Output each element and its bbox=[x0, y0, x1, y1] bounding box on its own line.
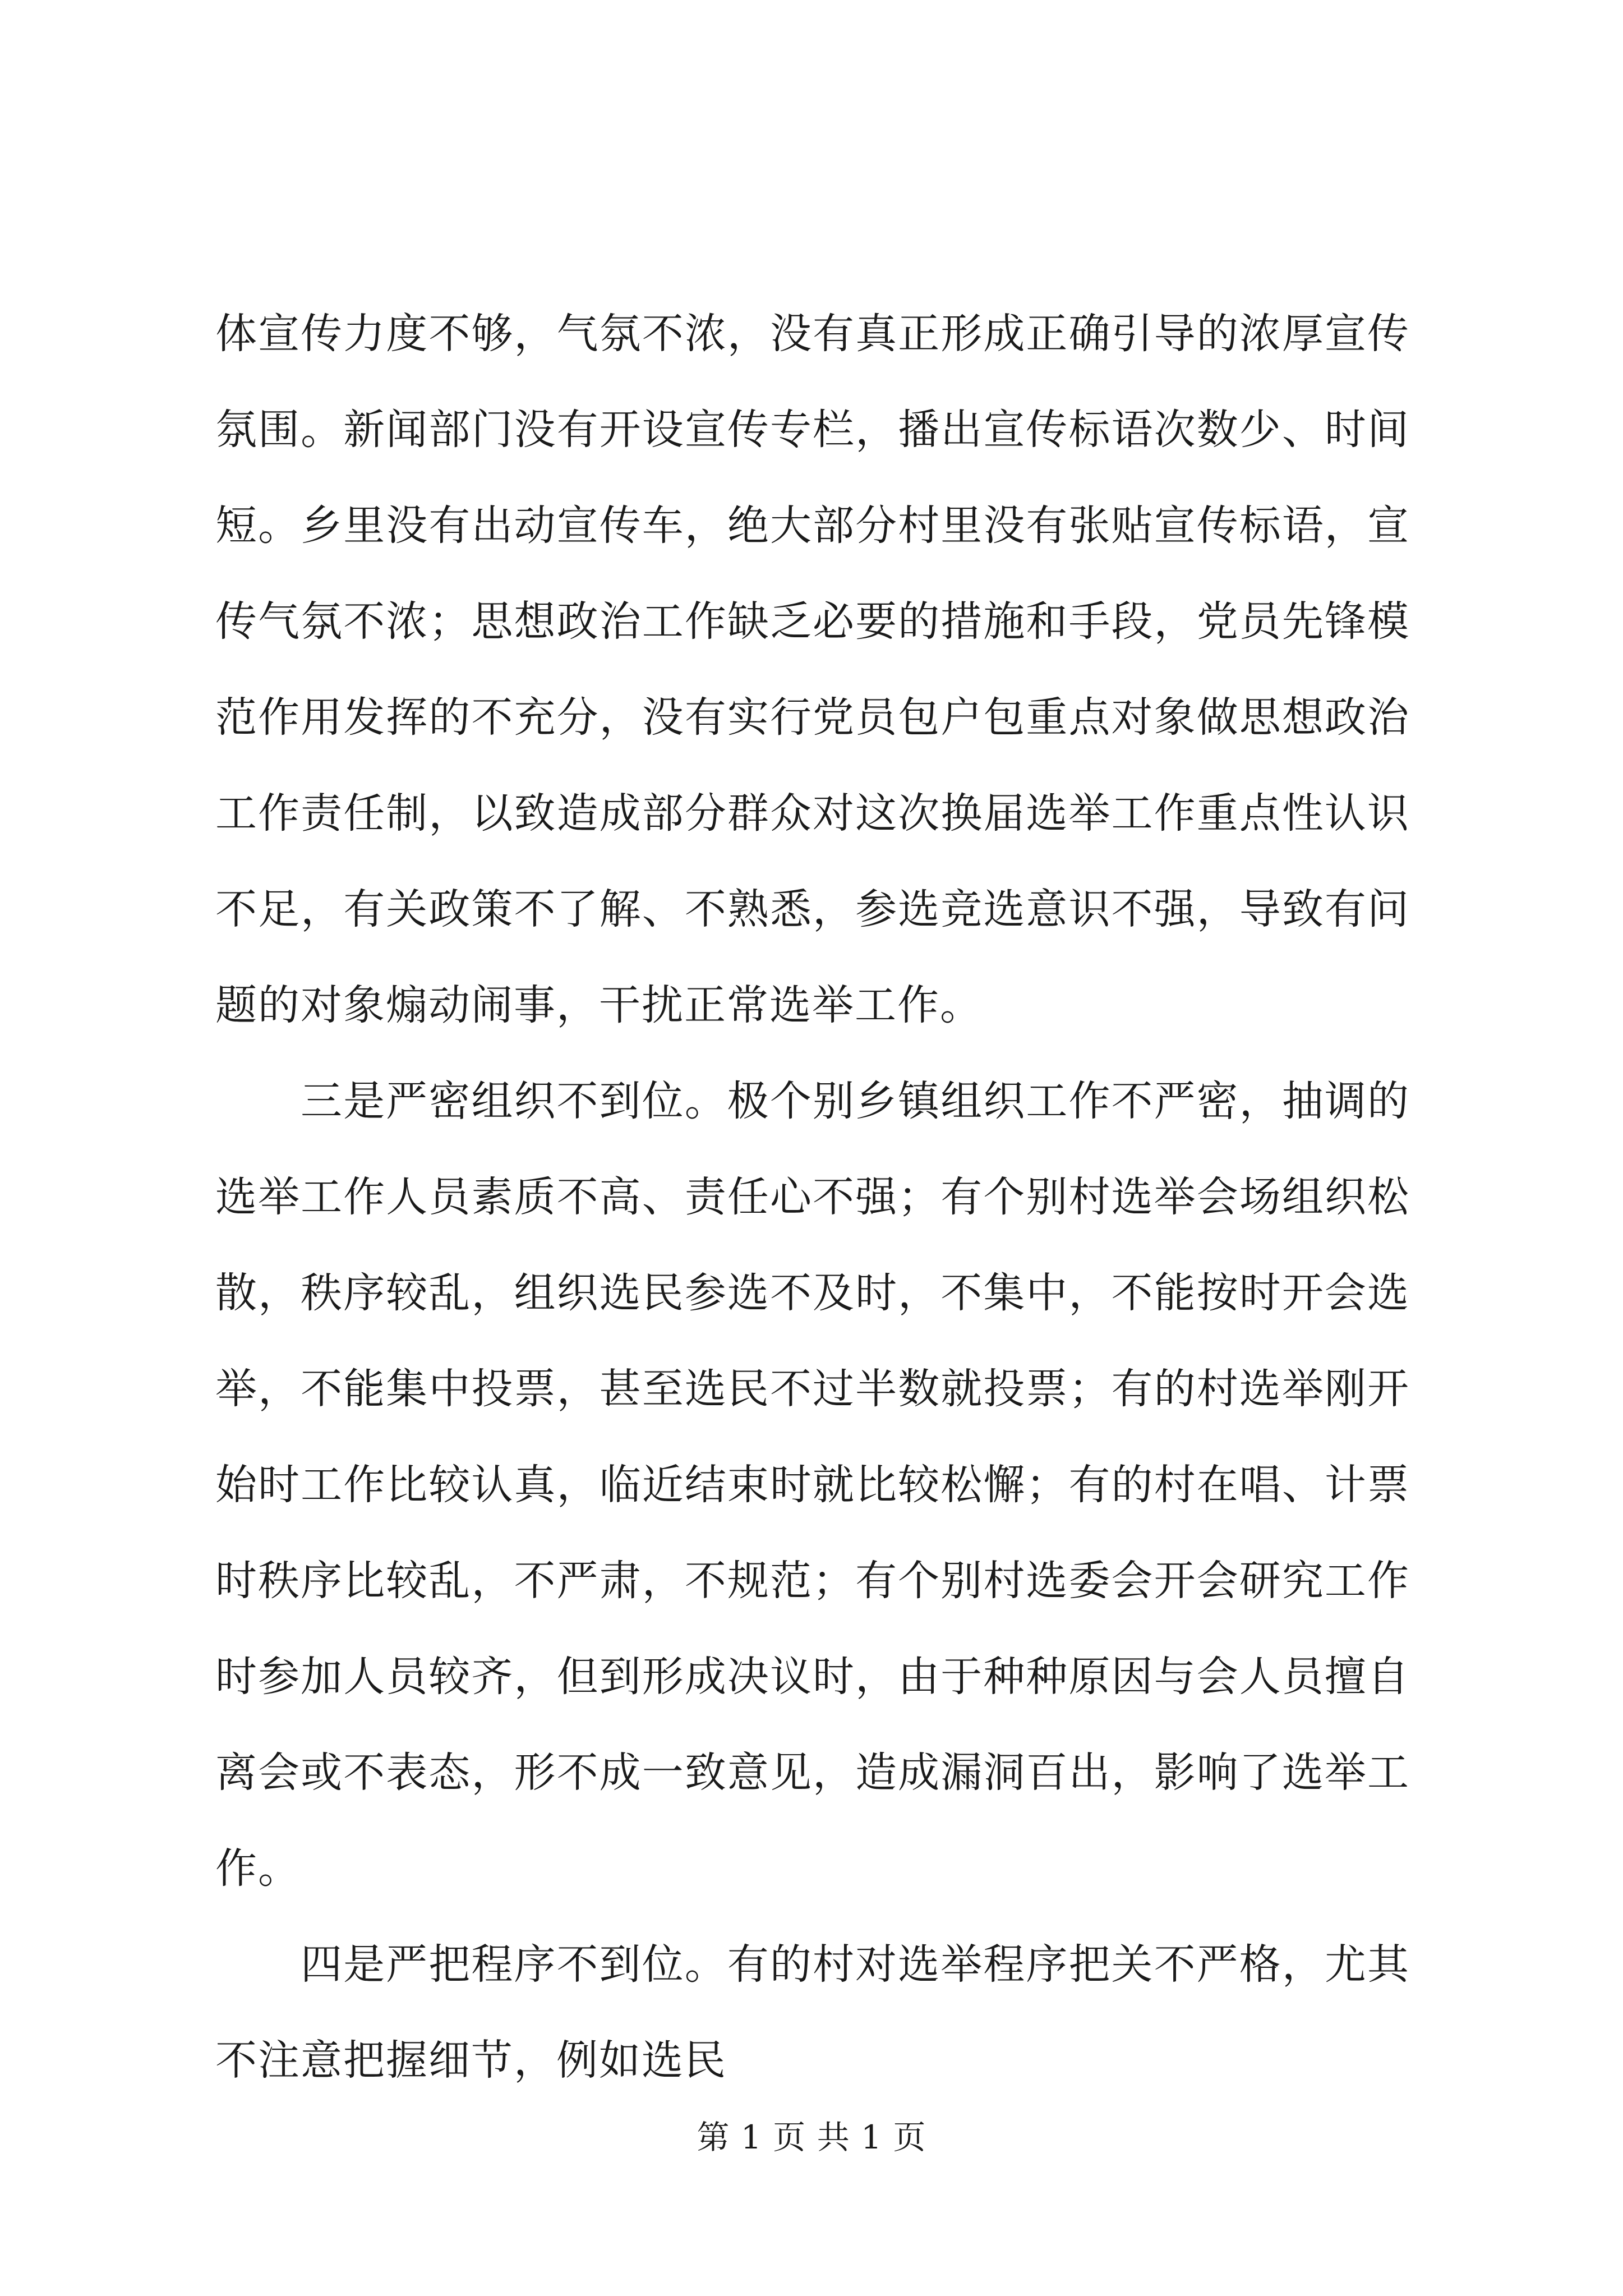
paragraph-start-line: 三是严密组织不到位。极个别乡镇组织工作不严密，抽调的 bbox=[301, 1077, 1410, 1125]
text-line: 离会或不表态，形不成一致意见，造成漏洞百出，影响了选举工 bbox=[215, 1749, 1410, 1797]
text-line: 时秩序比较乱，不严肃，不规范；有个别村选委会开会研究工作 bbox=[215, 1557, 1410, 1605]
paragraph-start-line: 四是严把程序不到位。有的村对选举程序把关不严格，尤其 bbox=[301, 1940, 1410, 1989]
text-line: 时参加人员较齐，但到形成决议时，由于种种原因与会人员擅自 bbox=[215, 1653, 1410, 1701]
text-line: 传气氛不浓；思想政治工作缺乏必要的措施和手段，党员先锋模 bbox=[215, 597, 1410, 646]
text-line: 工作责任制，以致造成部分群众对这次换届选举工作重点性认识 bbox=[215, 789, 1410, 838]
text-line: 范作用发挥的不充分，没有实行党员包户包重点对象做思想政治 bbox=[215, 693, 1410, 742]
text-line: 不足，有关政策不了解、不熟悉，参选竞选意识不强，导致有问 bbox=[215, 885, 1410, 933]
text-line: 选举工作人员素质不高、责任心不强；有个别村选举会场组织松 bbox=[215, 1173, 1410, 1221]
text-line: 题的对象煽动闹事，干扰正常选举工作。 bbox=[215, 981, 983, 1029]
text-line: 体宣传力度不够，气氛不浓，没有真正形成正确引导的浓厚宣传 bbox=[215, 310, 1410, 358]
text-line: 散，秩序较乱，组织选民参选不及时，不集中，不能按时开会选 bbox=[215, 1269, 1410, 1317]
text-line: 氛围。新闻部门没有开设宣传专栏，播出宣传标语次数少、时间 bbox=[215, 406, 1410, 454]
body-text bbox=[215, 286, 1410, 2109]
page-footer: 第 1 页 共 1 页 bbox=[697, 2118, 926, 2156]
text-line: 短。乡里没有出动宣传车，绝大部分村里没有张贴宣传标语，宣 bbox=[215, 501, 1410, 550]
text-line: 不注意把握细节，例如选民 bbox=[215, 2036, 727, 2085]
text-line: 作。 bbox=[215, 1844, 301, 1893]
text-line: 始时工作比较认真，临近结束时就比较松懈；有的村在唱、计票 bbox=[215, 1461, 1410, 1509]
text-line: 举，不能集中投票，甚至选民不过半数就投票；有的村选举刚开 bbox=[215, 1365, 1410, 1413]
